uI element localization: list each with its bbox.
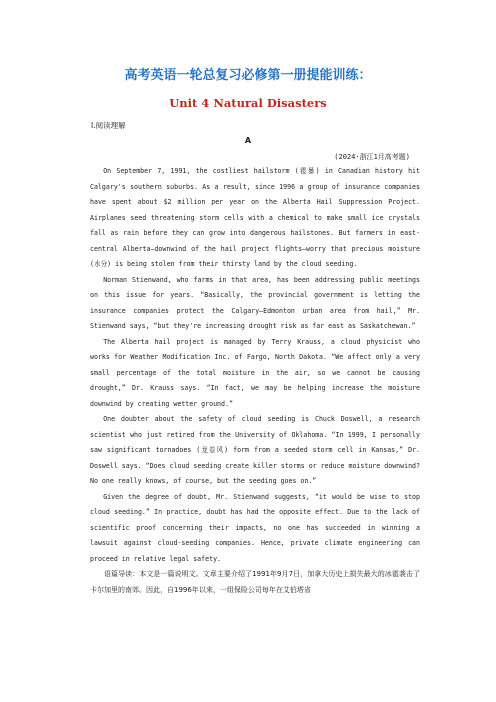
passage-letter: A <box>244 136 252 145</box>
paragraph-1: On September 7, 1991, the costliest hailstorm (雹暴) in Canadian history hit Calgary's southern suburbs. As a result, since 1996 a group of insurance companies have spent about $2 million per year on the Alberta Hail Suppression Project. Airplanes seed threatening storm cells with a chemical to make small ice crystals fall as rain before they can grow into dangerous hailstones. But farmers in east-central Alberta—downwind of the hail project flights—worry that precious moisture (水分) is being stolen from their thirsty land by the cloud seeding. <box>90 167 420 268</box>
passage-body <box>90 164 420 598</box>
passage-guide: 语篇导读：本文是一篇说明文。文章主要介绍了1991年9月7日，加拿大历史上损失最大的冰雹袭击了卡尔加里的南郊。因此，自1996年以来，一组保险公司每年在艾伯塔省 <box>90 570 420 594</box>
unit-title: Unit 4 Natural Disasters <box>169 96 327 110</box>
paragraph-2: Norman Stienwand, who farms in that area, has been addressing public meetings on this issue for years. “Basically, the provincial government is letting the insurance companies protect the Calgary—Edmonton urban area from hail,” Mr. Stienwand says, “but they're increasing drought risk as far east as Saskatchewan.” <box>90 275 420 330</box>
paragraph-4: One doubter about the safety of cloud seeding is Chuck Doswell, a research scientist who just retired from the University of Oklahoma. “In 1999, I personally saw significant tornadoes (龙卷风) form from a seeded storm cell in Kansas,” Dr. Doswell says. “Does cloud seeding create killer storms or reduce moisture downwind? No one really knows, of course, but the seeding goes on.” <box>90 415 420 485</box>
passage-source: (2024·浙江1月高考题) <box>334 153 410 161</box>
section-label: Ⅰ.阅读理解 <box>91 121 126 130</box>
paragraph-3: The Alberta hail project is managed by Terry Krauss, a cloud physicist who works for Weather Modification Inc. of Fargo, North Dakota. “We affect only a very small percentage of the total moisture in the air, so we cannot be causing drought,” Dr. Krauss says. “In fact, we may be helping increase the moisture downwind by creating wetter ground.” <box>90 337 420 408</box>
paragraph-5: Given the degree of doubt, Mr. Stienwand suggests, “it would be wise to stop cloud seeding.” In practice, doubt has had the opposite effect. Due to the lack of scientific proof concerning their impacts, no one has succeeded in winning a lawsuit against cloud-seeding companies. Hence, private climate engineering can proceed in relative legal safety. <box>90 492 420 563</box>
document-title: 高考英语一轮总复习必修第一册提能训练： <box>124 68 372 83</box>
